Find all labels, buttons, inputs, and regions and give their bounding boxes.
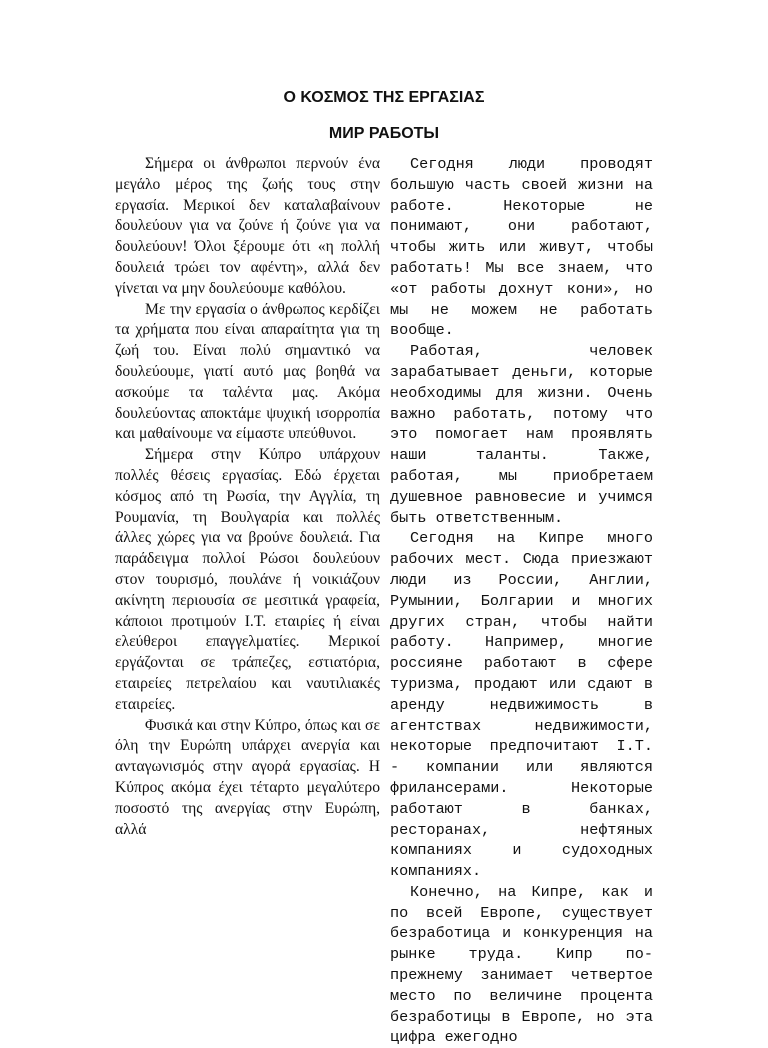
russian-paragraph-1: Сегодня люди проводят большую часть своей жизни на работе. Некоторые не понимают, они работают, чтобы жить или живут, чтобы работать! Мы все знаем, что «от работы дохнут кони», но мы не можем не работать вообще.: [390, 155, 653, 340]
russian-paragraph-4: Конечно, на Кипре, как и по всей Европе, существует безработица и конкуренция на рынке труда. Кипр по-прежнему занимает четвертое место по величине процента безработицы в Европе, но эта цифра ежегодно: [390, 882, 653, 1047]
russian-paragraph-3: Сегодня на Кипре много рабочих мест. Сюда приезжают люди из России, Англии, Румынии, Болгарии и многих других стран, чтобы найти работу. Например, многие россияне работают в сфере туризма, продают или сдают в аренду недвижимость в агентствах недвижимости, некоторые предпочитают I.T. - компании или являются фрилансерами. Некоторые работают в банках, ресторанах, нефтяных компаниях и судоходных компаниях.: [390, 529, 653, 881]
russian-title: МИР РАБОТЫ: [328, 125, 440, 142]
russian-column: [390, 154, 653, 1048]
greek-paragraph-3: Σήμερα στην Κύπρο υπάρχουν πολλές θέσεις εργασίας. Εδώ έρχεται κόσμος από τη Ρωσία, την Αγγλία, τη Ρουμανία, τη Βουλγαρία και πολλές άλλες χώρες για να βρούνε δουλειά. Για παράδειγμα πολλοί Ρώσοι δουλεύουν στον τουρισμό, πουλάνε ή νοικιάζουν ακίνητη περιουσία σε μεσιτικά γραφεία, κάποιοι προτιμούν I.T. εταιρίες ή είναι ελεύθεροι επαγγελματίες. Μερικοί εργάζονται σε τράπεζες, εστιατόρια, εταιρείες πετρελαίου και ναυτιλιακές εταιρείες.: [115, 446, 380, 713]
greek-paragraph-1: Σήμερα οι άνθρωποι περνούν ένα μεγάλο μέρος της ζωής τους στην εργασία. Μερικοί δεν καταλαβαίνουν δουλεύουν για να ζούνε ή ζούνε για να δουλεύουν! Όλοι ξέρουμε ότι «η πολλή δουλειά τρώει τον αφέντη», αλλά δεν γίνεται να μην δουλεύουμε καθόλου.: [115, 155, 380, 297]
greek-paragraph-2: Με την εργασία ο άνθρωπος κερδίζει τα χρήματα που είναι απαραίτητα για τη ζωή του. Είναι πολύ σημαντικό να δουλεύουμε, γιατί αυτό μας βοηθά να ασκούμε τα ταλέντα μας. Ακόμα δουλεύοντας αποκτάμε ψυχική ισορροπία και μαθαίνουμε να είμαστε υπεύθυνοι.: [115, 300, 380, 443]
greek-column: [115, 154, 380, 840]
russian-paragraph-2: Работая, человек зарабатывает деньги, которые необходимы для жизни. Очень важно работать, потому что это помогает нам проявлять наши таланты. Также, работая, мы приобретаем душевное равновесие и учимся быть ответственным.: [390, 342, 653, 527]
greek-paragraph-4: Φυσικά και στην Κύπρο, όπως και σε όλη την Ευρώπη υπάρχει ανεργία και ανταγωνισμός στην αγορά εργασίας. Η Κύπρος ακόμα έχει τέταρτο μεγαλύτερο ποσοστό της ανεργίας στην Ευρώπη, αλλά: [115, 716, 380, 838]
greek-title: Ο ΚΟΣΜΟΣ ΤΗΣ ΕΡΓΑΣΙΑΣ: [283, 89, 485, 106]
